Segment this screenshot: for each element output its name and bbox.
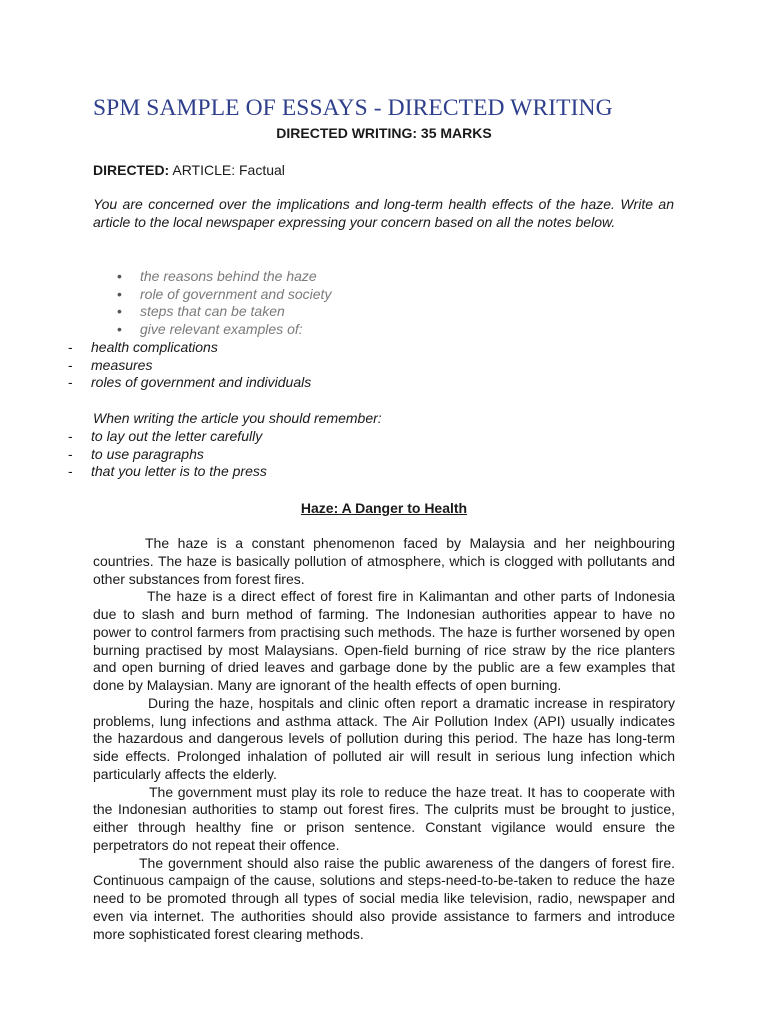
list-item: • role of government and society — [117, 286, 331, 304]
document-subtitle: DIRECTED WRITING: 35 MARKS — [276, 125, 492, 141]
essay-paragraph: The haze is a direct effect of forest fire in Kalimantan and other parts of Indonesia due to slash and burn method of farming. The Indonesian authorities appear to have no power to control farmers from practising such methods. The haze is further worsened by open burning practised by most Malaysians. Open-field burning of rice straw by the rice planters and open burning of dried leaves and garbage done by the public are a few examples that done by Malaysian. Many are ignorant of the health effects of open burning. — [93, 588, 675, 693]
directed-label: DIRECTED: — [93, 162, 170, 178]
list-item: - measures — [68, 357, 311, 375]
list-item: - to lay out the letter carefully — [68, 428, 267, 446]
directed-line — [93, 162, 285, 178]
essay-title: Haze: A Danger to Health — [300, 500, 468, 516]
document-title: SPM SAMPLE OF ESSAYS - DIRECTED WRITING — [93, 95, 613, 121]
notes-bullet-list — [117, 268, 331, 339]
list-item: - health complications — [68, 339, 311, 357]
list-item: - that you letter is to the press — [68, 463, 267, 481]
essay-paragraph: The government must play its role to reduce the haze treat. It has to cooperate with the Indonesian authorities to stamp out forest fires. The culprits must be brought to justice, either through healthy fine or prison sentence. Constant vigilance would ensure the perpetrators do not repeat their offence. — [93, 783, 675, 853]
list-item: • steps that can be taken — [117, 303, 331, 321]
list-item: • the reasons behind the haze — [117, 268, 331, 286]
remember-dash-list — [68, 428, 267, 481]
remember-heading: When writing the article you should remember: — [93, 410, 382, 426]
list-item: • give relevant examples of: — [117, 321, 331, 339]
list-item: - to use paragraphs — [68, 446, 267, 464]
directed-value: ARTICLE: Factual — [169, 162, 285, 178]
essay-paragraph: During the haze, hospitals and clinic often report a dramatic increase in respiratory problems, lung infections and asthma attack. The Air Pollution Index (API) usually indicates the hazardous and dangerous levels of pollution during this period. The haze has long-term side effects. Prolonged inhalation of polluted air will result in serious lung infection which particularly affects the elderly. — [93, 694, 675, 782]
examples-dash-list — [68, 339, 311, 392]
essay-paragraph: The haze is a constant phenomenon faced by Malaysia and her neighbouring countries. The haze is basically pollution of atmosphere, which is clogged with pollutants and other substances from forest fires. — [93, 535, 675, 587]
instructions-intro: You are concerned over the implications and long-term health effects of the haze. Write an article to the local newspaper expressing your concern based on all the notes below. — [93, 196, 674, 230]
essay-body — [93, 535, 675, 943]
list-item: - roles of government and individuals — [68, 374, 311, 392]
essay-paragraph: The government should also raise the public awareness of the dangers of forest fire. Continuous campaign of the cause, solutions and steps-need-to-be-taken to reduce the haze need to be promoted through all types of social media like television, radio, newspaper and even via internet. The authorities should also provide assistance to farmers and introduce more sophisticated forest clearing methods. — [93, 854, 675, 942]
